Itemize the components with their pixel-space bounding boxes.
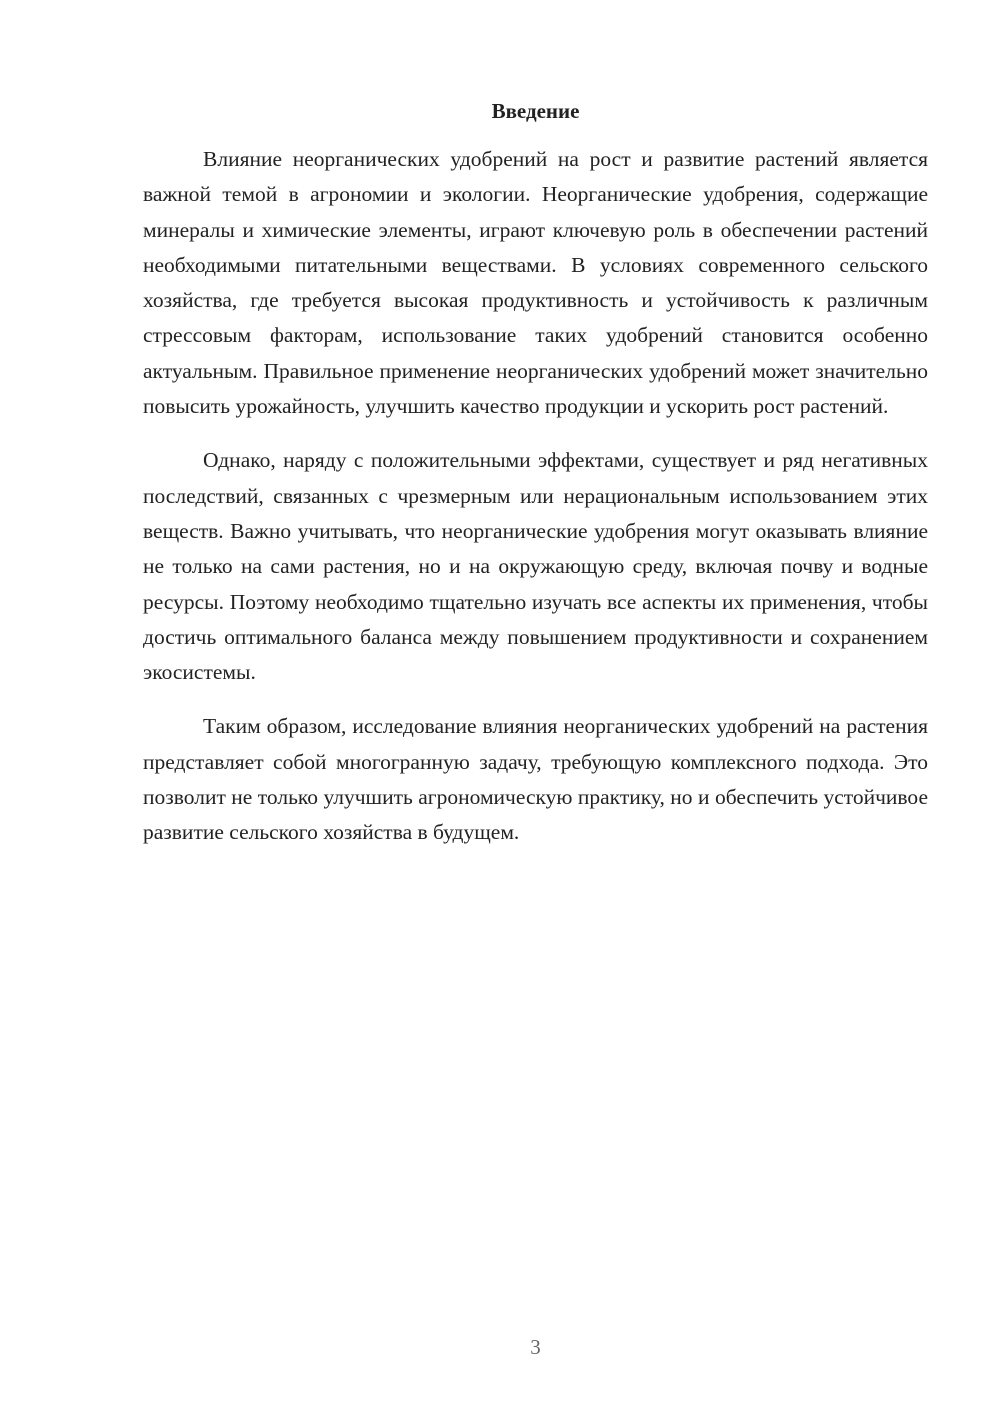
paragraph-2: Однако, наряду с положительными эффектами, существует и ряд негативных последствий, связанных с чрезмерным или нерациональным использованием этих веществ. Важно учитывать, что неорганические удобрения могут оказывать влияние не только на сами растения, но и на окружающую среду, включая почву и водные ресурсы. Поэтому необходимо тщательно изучать все аспекты их применения, чтобы достичь оптимального баланса между повышением продуктивности и сохранением экосистемы. bbox=[143, 448, 928, 685]
paragraph-3: Таким образом, исследование влияния неорганических удобрений на растения представляет собой многогранную задачу, требующую комплексного подхода. Это позволит не только улучшить агрономическую практику, но и обеспечить устойчивое развитие сельского хозяйства в будущем. bbox=[143, 714, 928, 845]
paragraph-1: Влияние неорганических удобрений на рост и развитие растений является важной темой в агрономии и экологии. Неорганические удобрения, содержащие минералы и химические элементы, играют ключевую роль в обеспечении растений необходимыми питательными веществами. В условиях современного сельского хозяйства, где требуется высокая продуктивность и устойчивость к различным стрессовым факторам, использование таких удобрений становится особенно актуальным. Правильное применение неорганических удобрений может значительно повысить урожайность, улучшить качество продукции и ускорить рост растений. bbox=[143, 147, 928, 419]
body-text bbox=[143, 142, 928, 870]
section-heading: Введение bbox=[491, 99, 580, 123]
page-number: 3 bbox=[530, 1335, 541, 1359]
